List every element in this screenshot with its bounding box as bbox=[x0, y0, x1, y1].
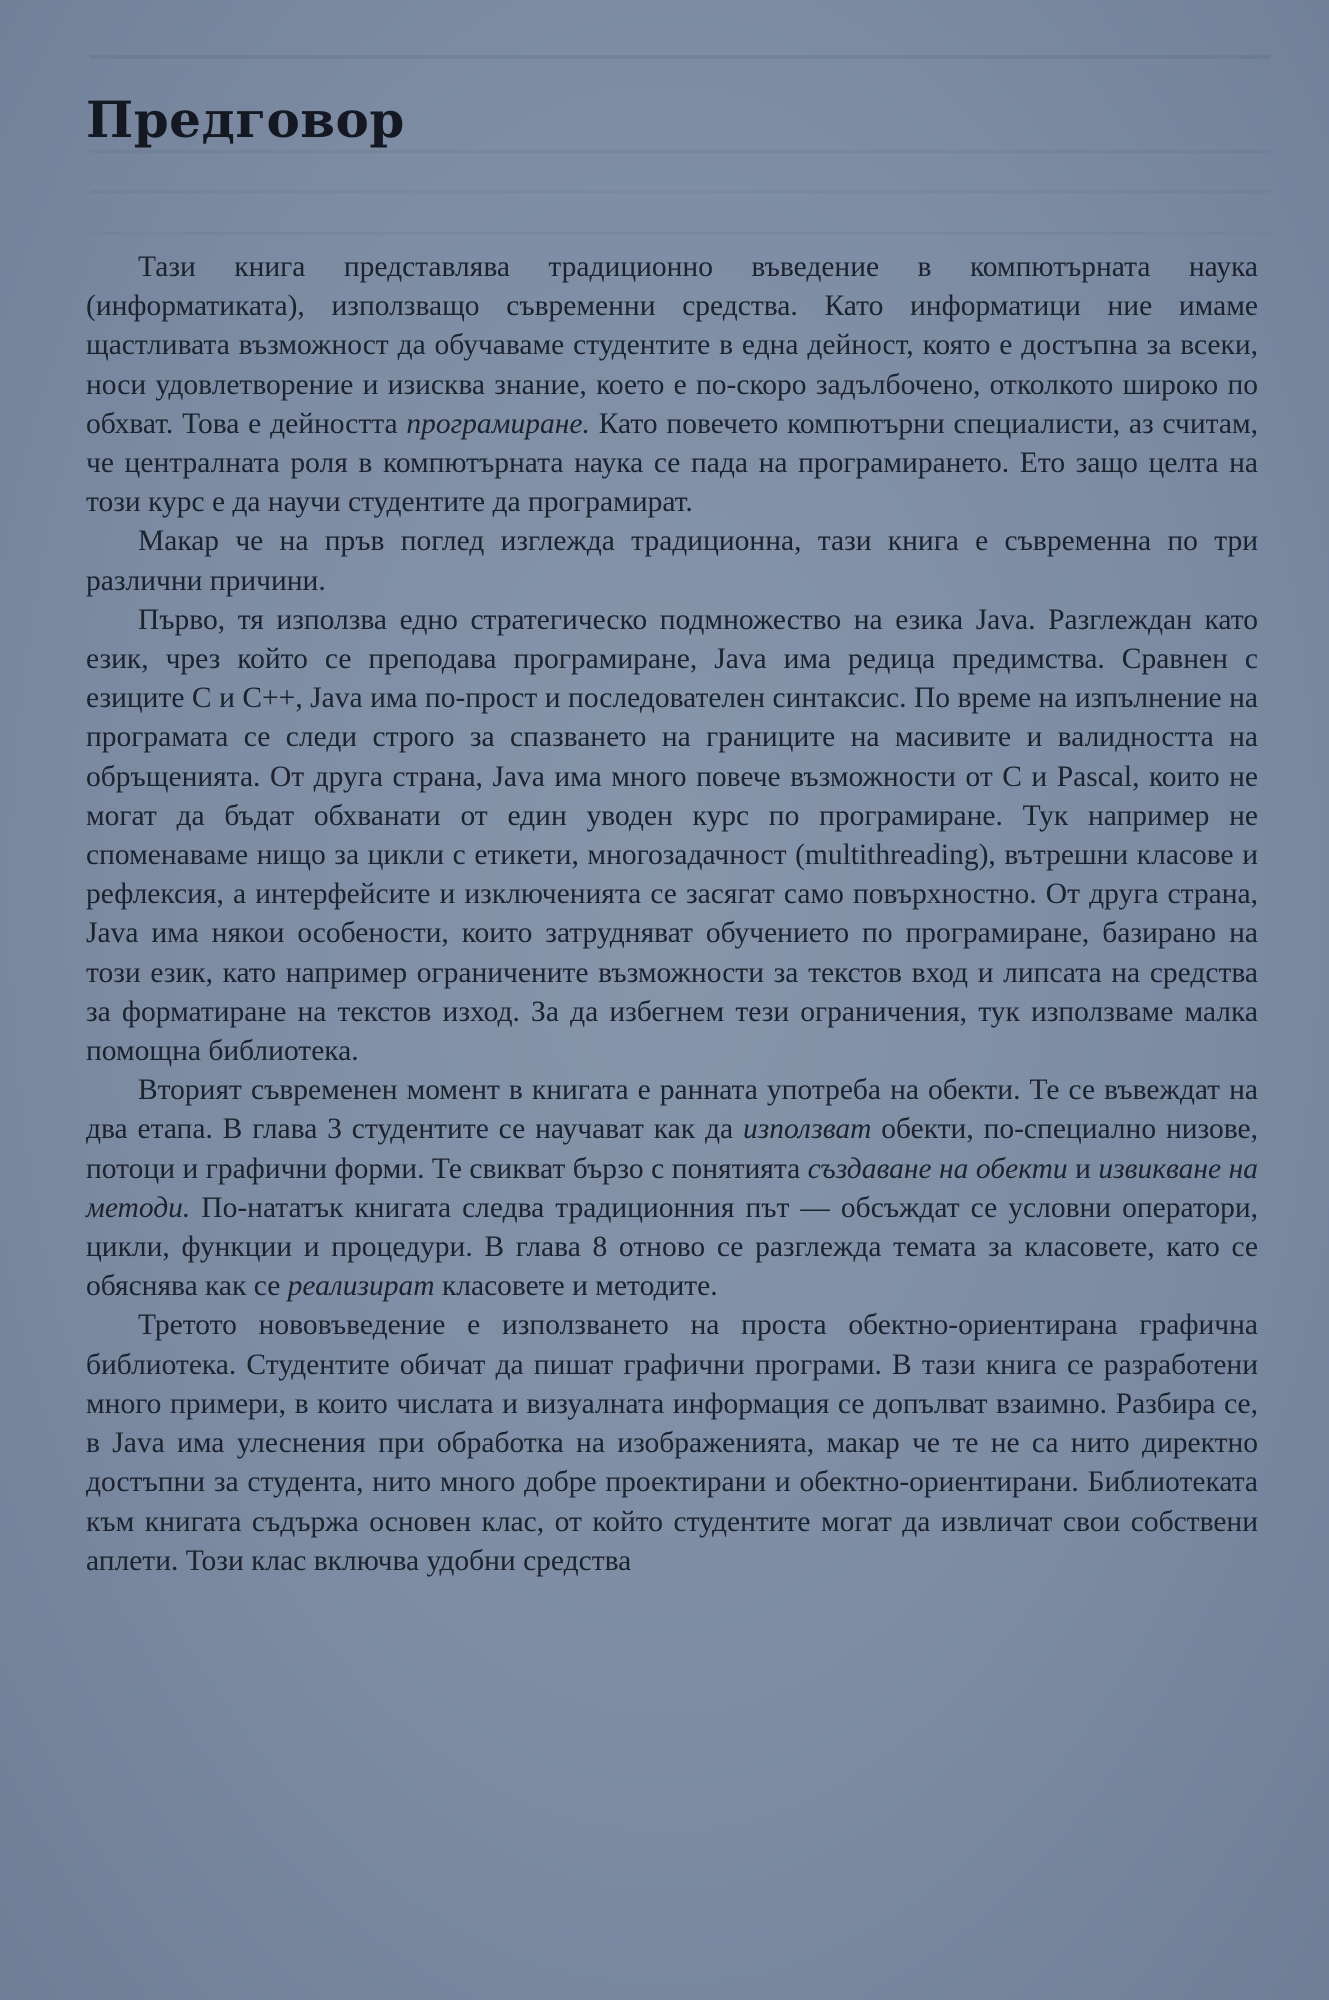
paragraph-2 bbox=[86, 522, 1258, 600]
paragraph-4 bbox=[86, 1071, 1258, 1306]
italic-term: програмиране. bbox=[406, 407, 590, 440]
text-run: Макар че на пръв поглед изглежда традиционна, тази книга е съвременна по три различни причини. bbox=[86, 525, 1258, 597]
italic-term: използват bbox=[742, 1113, 872, 1146]
paragraph-3 bbox=[86, 601, 1258, 1071]
text-run: По-нататък книгата следва традиционния път — обсъждат се условни оператори, цикли, функции и процедури. В глава 8 отново се разглежда темата за класовете, като се обяснява как се bbox=[86, 1191, 1258, 1303]
text-run: Тази книга представлява традиционно въведение в компютърната наука (информатиката), използващо съвременни средства. Като информатици ние имаме щастливата възможност да обучаваме студентите в една дейност, която е достъпна за всеки, носи удовлетворение и изисква знание, което е по-скоро задълбочено, отколкото широко по обхват. Това е дейността bbox=[86, 251, 1258, 440]
bleed-through-line bbox=[90, 150, 1270, 153]
body-text bbox=[86, 248, 1258, 1581]
bleed-through-rule bbox=[90, 55, 1270, 59]
italic-term: създаване на обекти bbox=[807, 1152, 1068, 1185]
text-run: Вторият съвременен момент в книгата е ранната употреба на обекти. Те се въвеждат на два етапа. В глава 3 студентите се научават как да bbox=[86, 1074, 1258, 1146]
italic-term: извикване на методи. bbox=[86, 1152, 1258, 1224]
text-run: и bbox=[1067, 1152, 1099, 1185]
bleed-through-line bbox=[90, 232, 1270, 235]
text-run: Първо, тя използва едно стратегическо подмножество на езика Java. Разглеждан като език, чрез който се преподава програмиране, Java има редица предимства. Сравнен с езиците C и C++, Java има по-прост и последователен синтаксис. По време на изпълнение на програмата се следи строго за спазването на границите на масивите и валидността на обръщенията. От друга страна, Java има много повече възможности от C и Pascal, които не могат да бъдат обхванати от един уводен курс по програмиране. Тук например не споменаваме нищо за цикли с етикети, многозадачност (multithreading), вътрешни класове и рефлексия, а интерфейсите и изключенията се засягат само повърхностно. От друга страна, Java има някои особености, които затрудняват обучението по програмиране, базирано на този език, като например ограничените възможности за текстов вход и липсата на средства за форматиране на текстов изход. За да избегнем тези ограничения, тук използваме малка помощна библиотека. bbox=[86, 603, 1258, 1068]
bleed-through-line bbox=[90, 190, 1270, 193]
text-run: Като повечето компютърни специалисти, аз считам, че централната роля в компютърната наука се пада на програмирането. Ето защо целта на този курс е да научи студентите да програмират. bbox=[86, 407, 1259, 519]
chapter-heading: Предговор bbox=[86, 90, 405, 149]
text-run: обекти, по-специално низове, потоци и графични форми. Те свикват бързо с понятията bbox=[86, 1113, 1258, 1185]
paragraph-1 bbox=[86, 248, 1258, 522]
italic-term: реализират bbox=[287, 1270, 435, 1303]
text-run: класовете и методите. bbox=[434, 1270, 718, 1303]
text-run: Третото нововъведение е използването на проста обектно-ориентирана графична библиотека. Студентите обичат да пишат графични програми. В тази книга се разработени много примери, в които числата и визуалната информация се допълват взаимно. Разбира се, в Java има улеснения при обработка на изображенията, макар че те не са нито директно достъпни за студента, нито много добре проектирани и обектно-ориентирани. Библиотеката към книгата съдържа основен клас, от който студентите могат да извличат свои собствени аплети. Този клас включва удобни средства bbox=[86, 1309, 1258, 1577]
paragraph-5 bbox=[86, 1306, 1258, 1580]
